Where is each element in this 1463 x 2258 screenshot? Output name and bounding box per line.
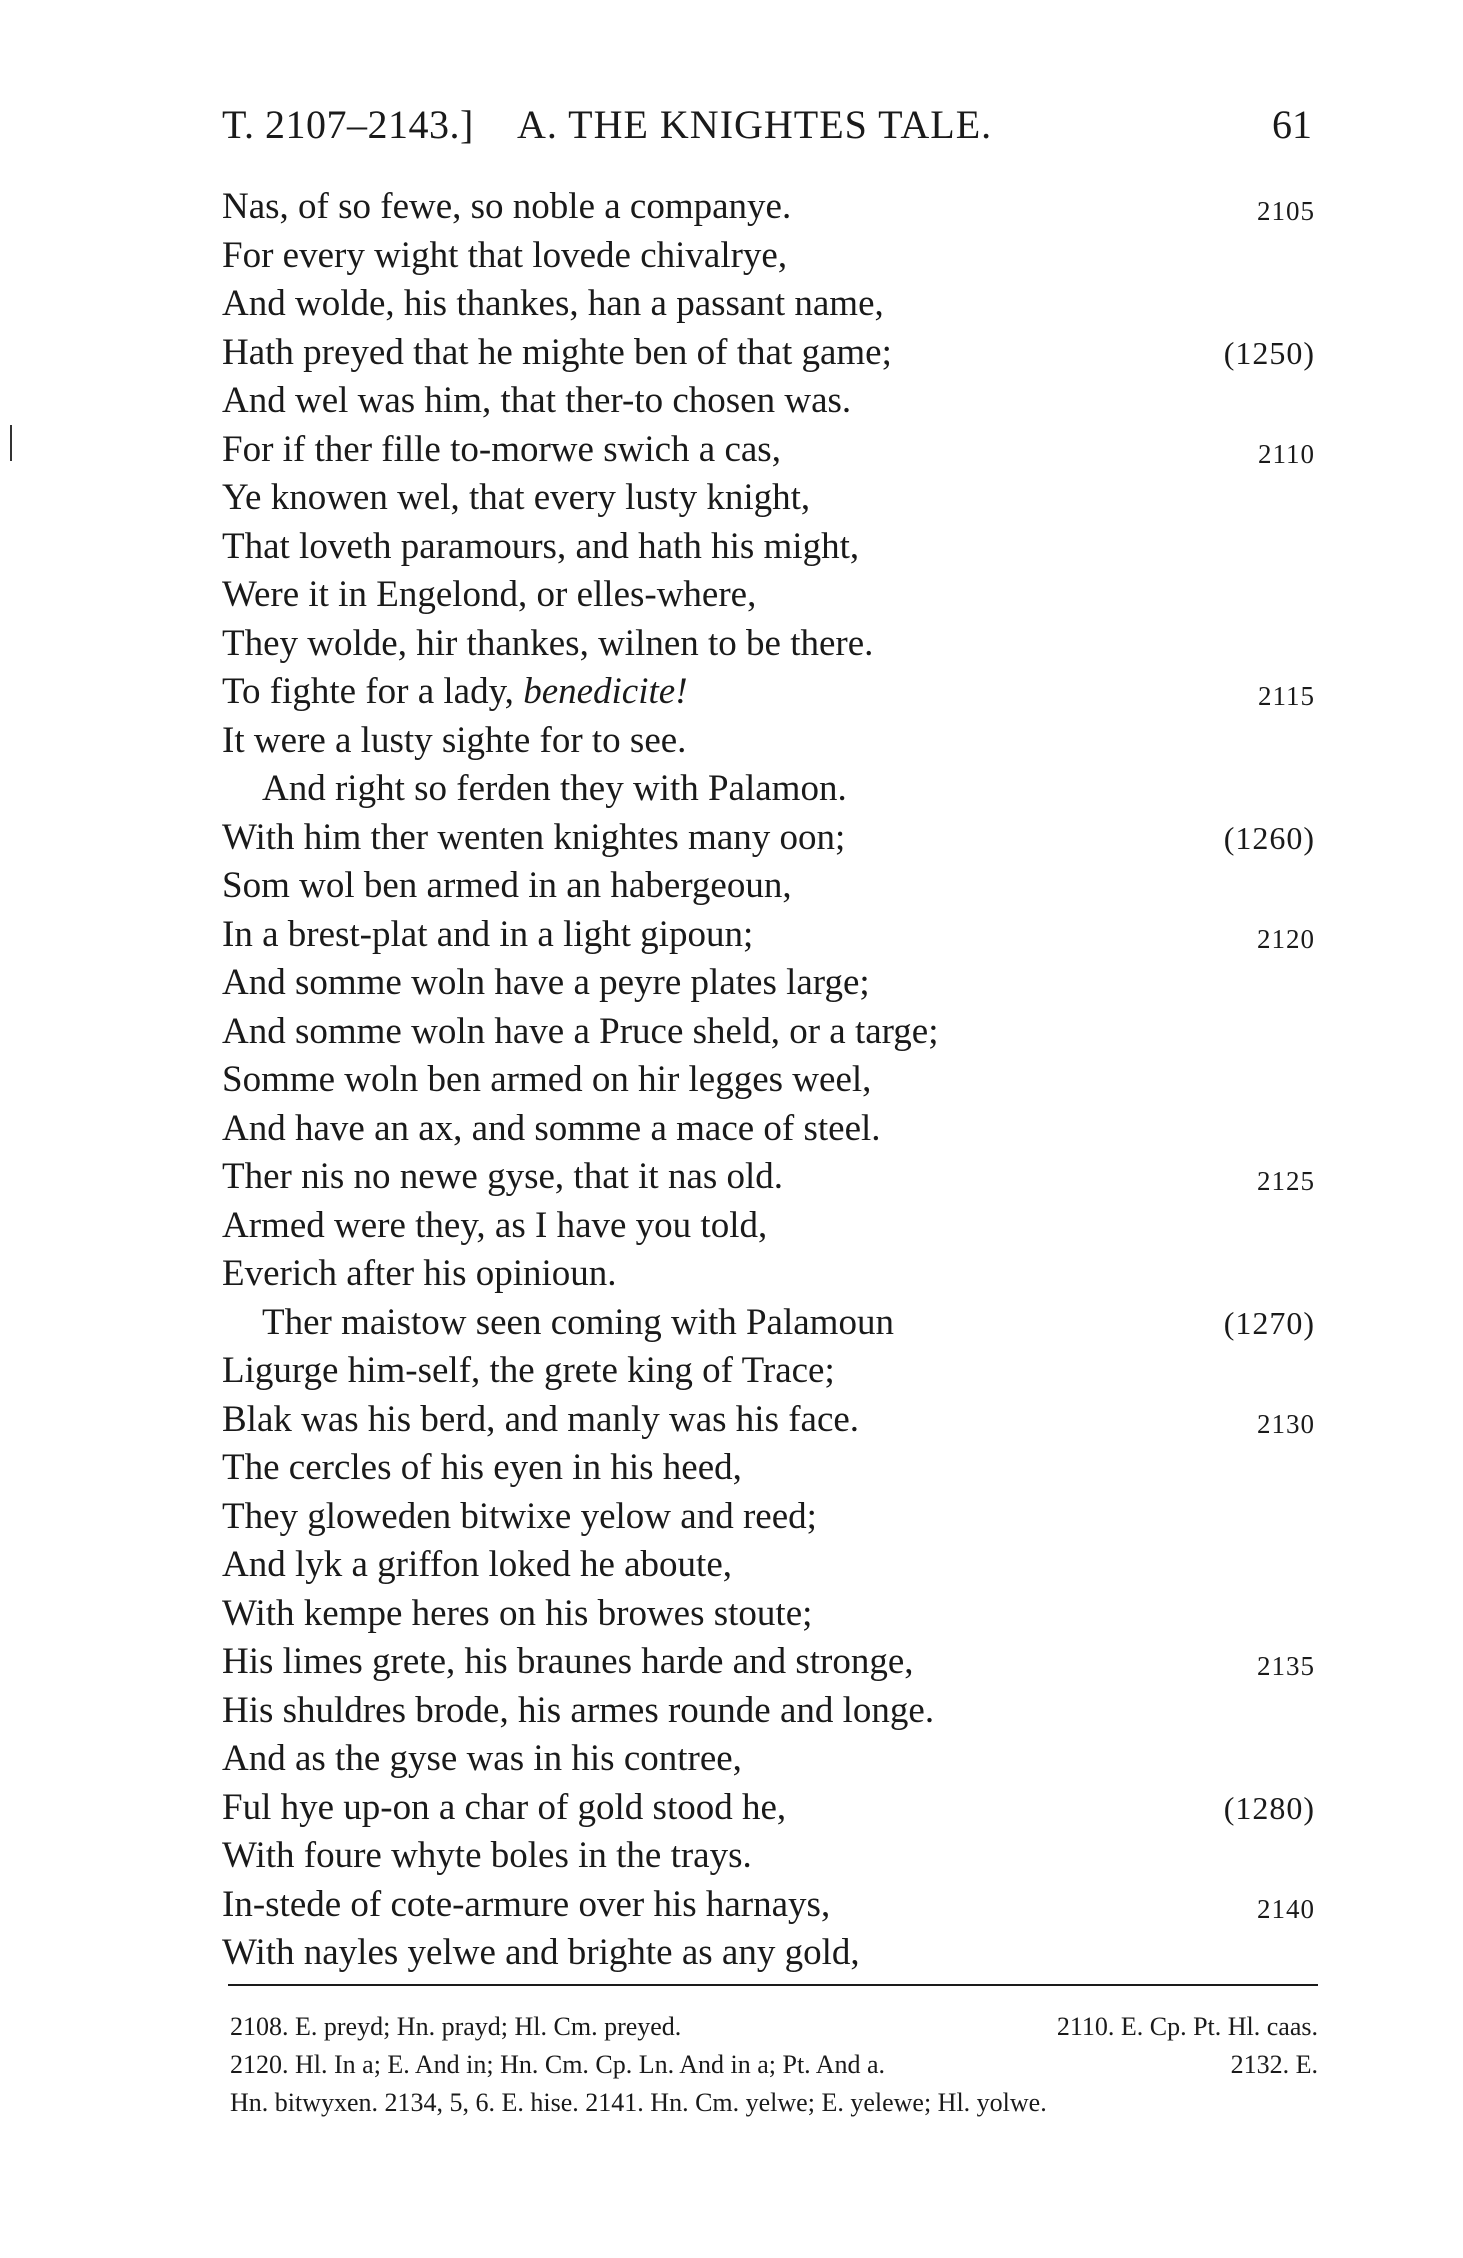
verse-text-main: The cercles of his eyen in his heed, bbox=[222, 1447, 742, 1488]
verse-text-main: Ye knowen wel, that every lusty knight, bbox=[222, 477, 811, 518]
verse-line bbox=[222, 280, 1332, 329]
verse-text bbox=[222, 814, 845, 862]
page-number: 61 bbox=[1272, 102, 1312, 147]
verse-line bbox=[222, 1687, 1332, 1736]
line-number: (1260) bbox=[1223, 819, 1315, 856]
verse-line bbox=[222, 1493, 1332, 1542]
verse-text bbox=[222, 183, 791, 231]
verse-text-main: Ther nis no newe gyse, that it nas old. bbox=[222, 1156, 784, 1197]
verse-text-main: Blak was his berd, and manly was his face. bbox=[222, 1398, 860, 1440]
verse-text bbox=[222, 377, 851, 425]
verse-line bbox=[222, 1638, 1332, 1687]
margin-mark bbox=[10, 425, 12, 461]
verse-text bbox=[222, 1735, 742, 1783]
verse-text-main: And lyk a griffon loked he aboute, bbox=[222, 1544, 732, 1585]
verse-text bbox=[222, 1832, 752, 1880]
verse-text bbox=[222, 862, 792, 910]
verse-text bbox=[222, 1784, 786, 1832]
verse-line bbox=[222, 1250, 1332, 1299]
verse-line bbox=[222, 1735, 1332, 1784]
verse-block bbox=[222, 183, 1332, 1978]
verse-text-main: Ful hye up-on a char of gold stood he, bbox=[222, 1786, 787, 1828]
verse-text bbox=[222, 959, 870, 1007]
verse-text-main: In a brest-plat and in a light gipoun; bbox=[222, 913, 754, 955]
verse-line bbox=[222, 1299, 1332, 1348]
verse-line bbox=[222, 426, 1332, 475]
verse-text-italic: benedicite! bbox=[523, 671, 688, 712]
verse-line bbox=[222, 1541, 1332, 1590]
verse-line bbox=[222, 377, 1332, 426]
line-number: (1270) bbox=[1223, 1304, 1315, 1341]
line-number: 2135 bbox=[1257, 1651, 1315, 1681]
footnote-rule bbox=[228, 1984, 1318, 1986]
verse-line bbox=[222, 1929, 1332, 1978]
line-number: 2105 bbox=[1257, 196, 1315, 226]
running-head bbox=[222, 100, 1312, 150]
verse-text bbox=[222, 329, 892, 377]
verse-text-main: Armed were they, as I have you told, bbox=[222, 1204, 768, 1246]
verse-text-main: With him ther wenten knightes many oon; bbox=[222, 816, 846, 858]
verse-text bbox=[222, 911, 753, 959]
verse-line bbox=[222, 232, 1332, 281]
verse-text bbox=[222, 232, 787, 280]
verse-text-main: With nayles yelwe and brighte as any gold, bbox=[222, 1932, 860, 1973]
verse-text-main: To fighte for a lady, bbox=[222, 671, 524, 712]
verse-text-main: Everich after his opinioun. bbox=[222, 1253, 617, 1294]
verse-text-main: They gloweden bitwixe yelow and reed; bbox=[222, 1495, 817, 1537]
verse-text bbox=[222, 1493, 817, 1541]
verse-text-main: Ther maistow seen coming with Palamoun bbox=[262, 1301, 894, 1343]
footnote-text: Hn. bitwyxen. 2134, 5, 6. E. hise. 2141. Hn. Cm. yelwe; E. yelewe; Hl. yolwe. bbox=[230, 2088, 1047, 2117]
verse-text-main: And have an ax, and somme a mace of steel. bbox=[222, 1107, 881, 1149]
verse-line bbox=[222, 1056, 1332, 1105]
verse-text bbox=[222, 1347, 835, 1395]
verse-text-main: Were it in Engelond, or elles-where, bbox=[222, 574, 757, 615]
verse-line bbox=[222, 959, 1332, 1008]
footnote-line bbox=[230, 2008, 1318, 2046]
verse-text-main: For if ther fille to-morwe swich a cas, bbox=[222, 428, 781, 470]
verse-text bbox=[222, 1444, 742, 1492]
verse-text-main: And somme woln have a peyre plates large; bbox=[222, 962, 870, 1003]
footnote-text: 2132. E. bbox=[1230, 2050, 1318, 2079]
verse-text-main: His shuldres brode, his armes rounde and longe. bbox=[222, 1689, 935, 1731]
line-number: 2110 bbox=[1258, 438, 1315, 469]
verse-line bbox=[222, 329, 1332, 378]
footnote-line bbox=[230, 2046, 1318, 2084]
line-number: 2125 bbox=[1257, 1166, 1315, 1196]
verse-text-main: With foure whyte boles in the trays. bbox=[222, 1835, 752, 1876]
verse-text bbox=[222, 1008, 939, 1056]
verse-text-main: And as the gyse was in his contree, bbox=[222, 1738, 742, 1779]
verse-text-main: And somme woln have a Pruce sheld, or a targe; bbox=[222, 1010, 939, 1052]
verse-text-main: His limes grete, his braunes harde and stronge, bbox=[222, 1641, 914, 1682]
line-number: 2130 bbox=[1257, 1408, 1315, 1439]
verse-text-main: And wolde, his thankes, han a passant name, bbox=[222, 283, 884, 324]
verse-text-main: And right so ferden they with Palamon. bbox=[262, 768, 847, 809]
verse-text bbox=[222, 1929, 860, 1977]
verse-line bbox=[222, 1202, 1332, 1251]
verse-line bbox=[222, 571, 1332, 620]
verse-line bbox=[222, 1396, 1332, 1445]
verse-text bbox=[262, 765, 847, 813]
verse-line bbox=[222, 523, 1332, 572]
verse-text bbox=[222, 717, 686, 765]
verse-text bbox=[222, 1396, 859, 1444]
footnote-text: 2110. E. Cp. Pt. Hl. caas. bbox=[1056, 2012, 1318, 2041]
verse-text bbox=[222, 1250, 617, 1298]
verse-text bbox=[222, 1541, 732, 1589]
line-number: 2140 bbox=[1257, 1893, 1315, 1924]
verse-line bbox=[222, 814, 1332, 863]
verse-text-main: And wel was him, that ther-to chosen was. bbox=[222, 380, 852, 421]
verse-line bbox=[222, 474, 1332, 523]
verse-text-main: For every wight that lovede chivalrye, bbox=[222, 234, 788, 276]
verse-text-main: Ligurge him-self, the grete king of Trace; bbox=[222, 1350, 835, 1391]
verse-text-main: Hath preyed that he mighte ben of that game; bbox=[222, 331, 892, 373]
verse-text bbox=[222, 1056, 871, 1104]
verse-text bbox=[222, 668, 688, 716]
verse-line bbox=[222, 1784, 1332, 1833]
verse-text-main: In-stede of cote-armure over his harnays, bbox=[222, 1883, 831, 1925]
verse-text-main: Somme woln ben armed on hir legges weel, bbox=[222, 1059, 872, 1100]
verse-line bbox=[222, 1347, 1332, 1396]
line-number: 2115 bbox=[1258, 681, 1315, 711]
verse-text bbox=[222, 1105, 881, 1153]
verse-line bbox=[222, 1153, 1332, 1202]
verse-text bbox=[222, 1590, 812, 1638]
verse-line bbox=[222, 717, 1332, 766]
verse-text bbox=[222, 426, 781, 474]
line-number: (1250) bbox=[1223, 334, 1315, 371]
page-title: A. THE KNIGHTES TALE. bbox=[517, 102, 993, 147]
verse-text bbox=[222, 474, 810, 522]
verse-text bbox=[222, 1153, 783, 1201]
verse-text bbox=[222, 571, 756, 619]
line-number: 2120 bbox=[1257, 923, 1315, 954]
verse-line bbox=[222, 862, 1332, 911]
verse-text-main: With kempe heres on his browes stoute; bbox=[222, 1592, 813, 1634]
verse-text bbox=[222, 620, 873, 668]
verse-text bbox=[262, 1299, 894, 1347]
verse-text bbox=[222, 523, 859, 571]
verse-text-main: Nas, of so fewe, so noble a companye. bbox=[222, 186, 792, 227]
verse-line bbox=[222, 1105, 1332, 1154]
footnote-line bbox=[230, 2084, 1318, 2122]
verse-text-main: That loveth paramours, and hath his might, bbox=[222, 525, 860, 567]
footnote-text: 2120. Hl. In a; E. And in; Hn. Cm. Cp. Ln. And in a; Pt. And a. bbox=[230, 2050, 886, 2079]
footnotes bbox=[230, 2008, 1318, 2122]
verse-line bbox=[222, 668, 1332, 717]
line-range: T. 2107–2143.] bbox=[222, 102, 474, 147]
verse-line bbox=[222, 1881, 1332, 1930]
verse-text-main: Som wol ben armed in an habergeoun, bbox=[222, 865, 792, 906]
verse-line bbox=[222, 620, 1332, 669]
verse-text bbox=[222, 1638, 914, 1686]
verse-line bbox=[222, 1444, 1332, 1493]
verse-line bbox=[222, 1832, 1332, 1881]
verse-line bbox=[222, 911, 1332, 960]
verse-text-main: They wolde, hir thankes, wilnen to be there. bbox=[222, 622, 874, 664]
verse-line bbox=[222, 765, 1332, 814]
verse-line bbox=[222, 183, 1332, 232]
verse-text-main: It were a lusty sighte for to see. bbox=[222, 719, 687, 761]
line-number: (1280) bbox=[1223, 1789, 1315, 1826]
verse-line bbox=[222, 1590, 1332, 1639]
verse-text bbox=[222, 280, 884, 328]
verse-text bbox=[222, 1881, 830, 1929]
verse-text bbox=[222, 1687, 934, 1735]
verse-line bbox=[222, 1008, 1332, 1057]
verse-text bbox=[222, 1202, 767, 1250]
footnote-text: 2108. E. preyd; Hn. prayd; Hl. Cm. preyed. bbox=[230, 2012, 682, 2041]
